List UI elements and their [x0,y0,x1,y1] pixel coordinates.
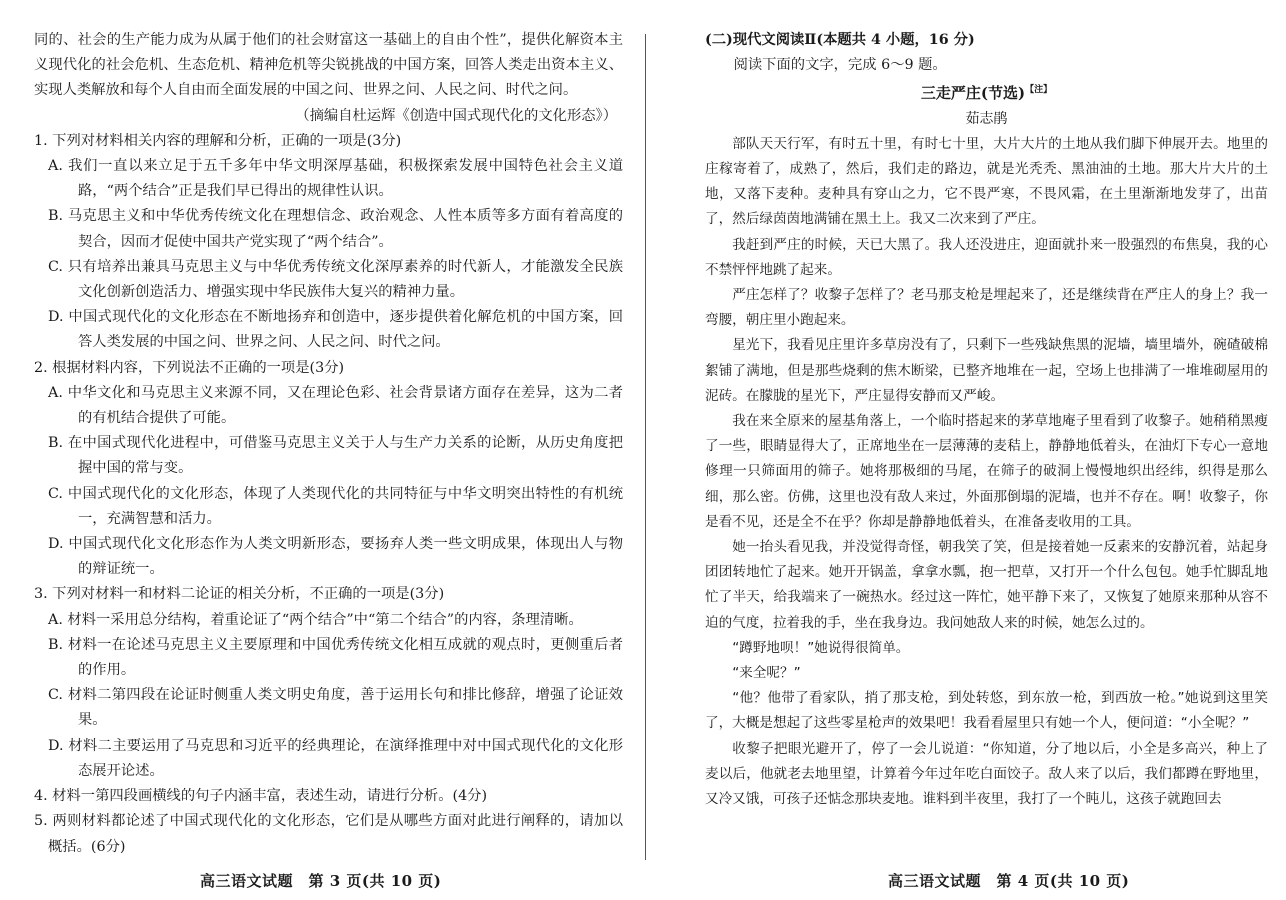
question-1-option-d: D. 中国式现代化的文化形态在不断地扬弃和创造中，逐步提供着化解危机的中国方案，回答人类发展的中国之问、世界之问、人民之问、时代之问。 [48,309,623,351]
story-paragraph: 收黎子把眼光避开了，停了一会儿说道：“你知道，分了地以后，小全是多高兴，种上了麦以后，他就老去地里望，计算着今年过年吃白面饺子。敌人来了以后，我们都蹲在野地里，又冷又饿，可孩子还惦念那块麦地。谁料到半夜里，我打了一个盹儿，这孩子就跑回去 [705,740,1268,808]
question-5-stem: 5. 两则材料都论述了中国式现代化的文化形态，它们是从哪些方面对此进行阐释的，请加以概括。(6分) [34,813,623,855]
right-page-footer: 高三语文试题 第 4 页(共 10 页) [888,872,1130,890]
story-paragraph: 我在来全原来的屋基角落上，一个临时搭起来的茅草地庵子里看到了收黎子。她稍稍黑瘦了一些，眼睛显得大了，正席地坐在一层薄薄的麦秸上，静静地低着头，在油灯下专心一意地修理一只筛面用的筛子。她将那极细的马尾，在筛子的破洞上慢慢地织出经纬，织得是那么细，那么密。仿佛，这里也没有敌人来过，外面那倒塌的泥墙，也并不存在。啊！收黎子，你是看不见，还是全不在乎？你却是静静地低着头，在准备麦收用的工具。 [705,413,1268,530]
question-2-option-b: B. 在中国式现代化进程中，可借鉴马克思主义关于人与生产力关系的论断，从历史角度把握中国的常与变。 [48,435,623,477]
question-2-stem: 2. 根据材料内容，下列说法不正确的一项是(3分) [34,359,345,376]
source-citation: （摘编自杜运辉《创造中国式现代化的文化形态》） [295,107,617,124]
question-1-option-c: C. 只有培养出兼具马克思主义与中华优秀传统文化深厚素养的时代新人，才能激发全民族文化创新创造活力、增强实现中华民族伟大复兴的精神力量。 [48,258,623,301]
question-2-option-a: A. 中华文化和马克思主义来源不同，又在理论色彩、社会背景诸方面存在差异，这为二者的有机结合提供了可能。 [48,384,623,427]
reading-instruction: 阅读下面的文字，完成 6～9 题。 [733,57,947,74]
story-body [705,132,1268,812]
question-3-option-a: A. 材料一采用总分结构，着重论证了“两个结合”中“第二个结合”的内容，条理清晰。 [48,611,583,628]
story-paragraph: 严庄怎样了？收黎子怎样了？老马那支枪是埋起来了，还是继续背在严庄人的身上？我一弯腰，朝庄里小跑起来。 [705,287,1268,329]
story-paragraph: 部队天天行军，有时五十里，有时七十里，大片大片的土地从我们脚下伸展开去。地里的庄稼寄着了，成熟了，然后，我们走的路边，就是光秃秃、黑油油的土地。那大片大片的土地，又落下麦种。麦种具有穿山之力，它不畏严寒，不畏风霜，在土里渐渐地发芽了，出苗了，然后绿茵茵地满铺在黑土上。我又二次来到了严庄。 [705,135,1268,228]
question-3-stem: 3. 下列对材料一和材料二论证的相关分析，不正确的一项是(3分) [34,586,445,603]
question-1-stem: 1. 下列对材料相关内容的理解和分析，正确的一项是(3分) [34,132,402,149]
story-paragraph: 星光下，我看见庄里许多草房没有了，只剩下一些残缺焦黑的泥墙，墙里墙外，碗碴破棉絮铺了满地，但是那些烧剩的焦木断梁，已整齐地堆在一起，空场上也排满了一堆堆砌屋用的泥砖。在朦胧的星光下，严庄显得安静而又严峻。 [705,337,1268,404]
question-1-option-b: B. 马克思主义和中华优秀传统文化在理想信念、政治观念、人性本质等多方面有着高度的契合，因而才促使中国共产党实现了“两个结合”。 [48,208,623,250]
section-heading: (二)现代文阅读Ⅱ(本题共 4 小题，16 分) [705,32,975,48]
story-paragraph: 她一抬头看见我，并没觉得奇怪，朝我笑了笑，但是接着她一反素来的安静沉着，站起身团团转地忙了起来。她开开锅盖，拿拿水瓢，抱一把草，又打开一个什么包包。她手忙脚乱地忙了半天，给我端来了一碗热水。经过这一阵忙，她平静下来了，又恢复了她原来那种从容不迫的气度，拉着我的手，坐在我身边。我问她敌人来的时候，她怎么过的。 [705,539,1268,631]
question-1-option-a: A. 我们一直以来立足于五千多年中华文明深厚基础，积极探索发展中国特色社会主义道路，“两个结合”正是我们早已得出的规律性认识。 [48,158,623,200]
footnote-mark: 【注】 [1025,85,1053,96]
left-column [34,28,623,860]
story-author: 茹志鹃 [965,110,1008,127]
story-title [705,78,1268,106]
story-paragraph: “来全呢？” [732,665,801,682]
right-column [705,28,1268,812]
question-2-option-d: D. 中国式现代化文化形态作为人类文明新形态，要扬弃人类一些文明成果，体现出人与物的辩证统一。 [48,536,623,578]
intro-paragraph: 同的、社会的生产能力成为从属于他们的社会财富这一基础上的自由个性”，提供化解资本主义现代化的社会危机、生态危机、精神危机等尖锐挑战的中国方案，回答人类走出资本主义、实现人类解放和每个人自由而全面发展的中国之问、世界之问、人民之问、时代之问。 [34,32,623,99]
question-3-option-d: D. 材料二主要运用了马克思和习近平的经典理论，在演绎推理中对中国式现代化的文化形态展开论述。 [48,737,623,779]
question-3-option-b: B. 材料一在论述马克思主义主要原理和中国优秀传统文化相互成就的观点时，更侧重后者的作用。 [48,636,623,679]
question-3-option-c: C. 材料二第四段在论证时侧重人类文明史角度，善于运用长句和排比修辞，增强了论证效果。 [48,687,623,729]
story-title-text: 三走严庄(节选) [920,84,1026,103]
left-page-footer: 高三语文试题 第 3 页(共 10 页) [200,872,442,890]
story-paragraph: “他？他带了看家队，捎了那支枪，到处转悠，到东放一枪，到西放一枪。”她说到这里笑了，大概是想起了这些零星枪声的效果吧！我看看屋里只有她一个人，便问道：“小全呢？” [705,690,1268,732]
question-4-stem: 4. 材料一第四段画横线的句子内涵丰富，表述生动，请进行分析。(4分) [34,788,488,805]
story-paragraph: “蹲野地呗！”她说得很简单。 [732,639,910,656]
right-page [645,0,1286,900]
story-paragraph: 我赶到严庄的时候，天已大黑了。我人还没进庄，迎面就扑来一股强烈的布焦臭，我的心不禁怦怦地跳了起来。 [705,236,1268,278]
question-2-option-c: C. 中国式现代化的文化形态，体现了人类现代化的共同特征与中华文明突出特性的有机统一，充满智慧和活力。 [48,485,623,527]
